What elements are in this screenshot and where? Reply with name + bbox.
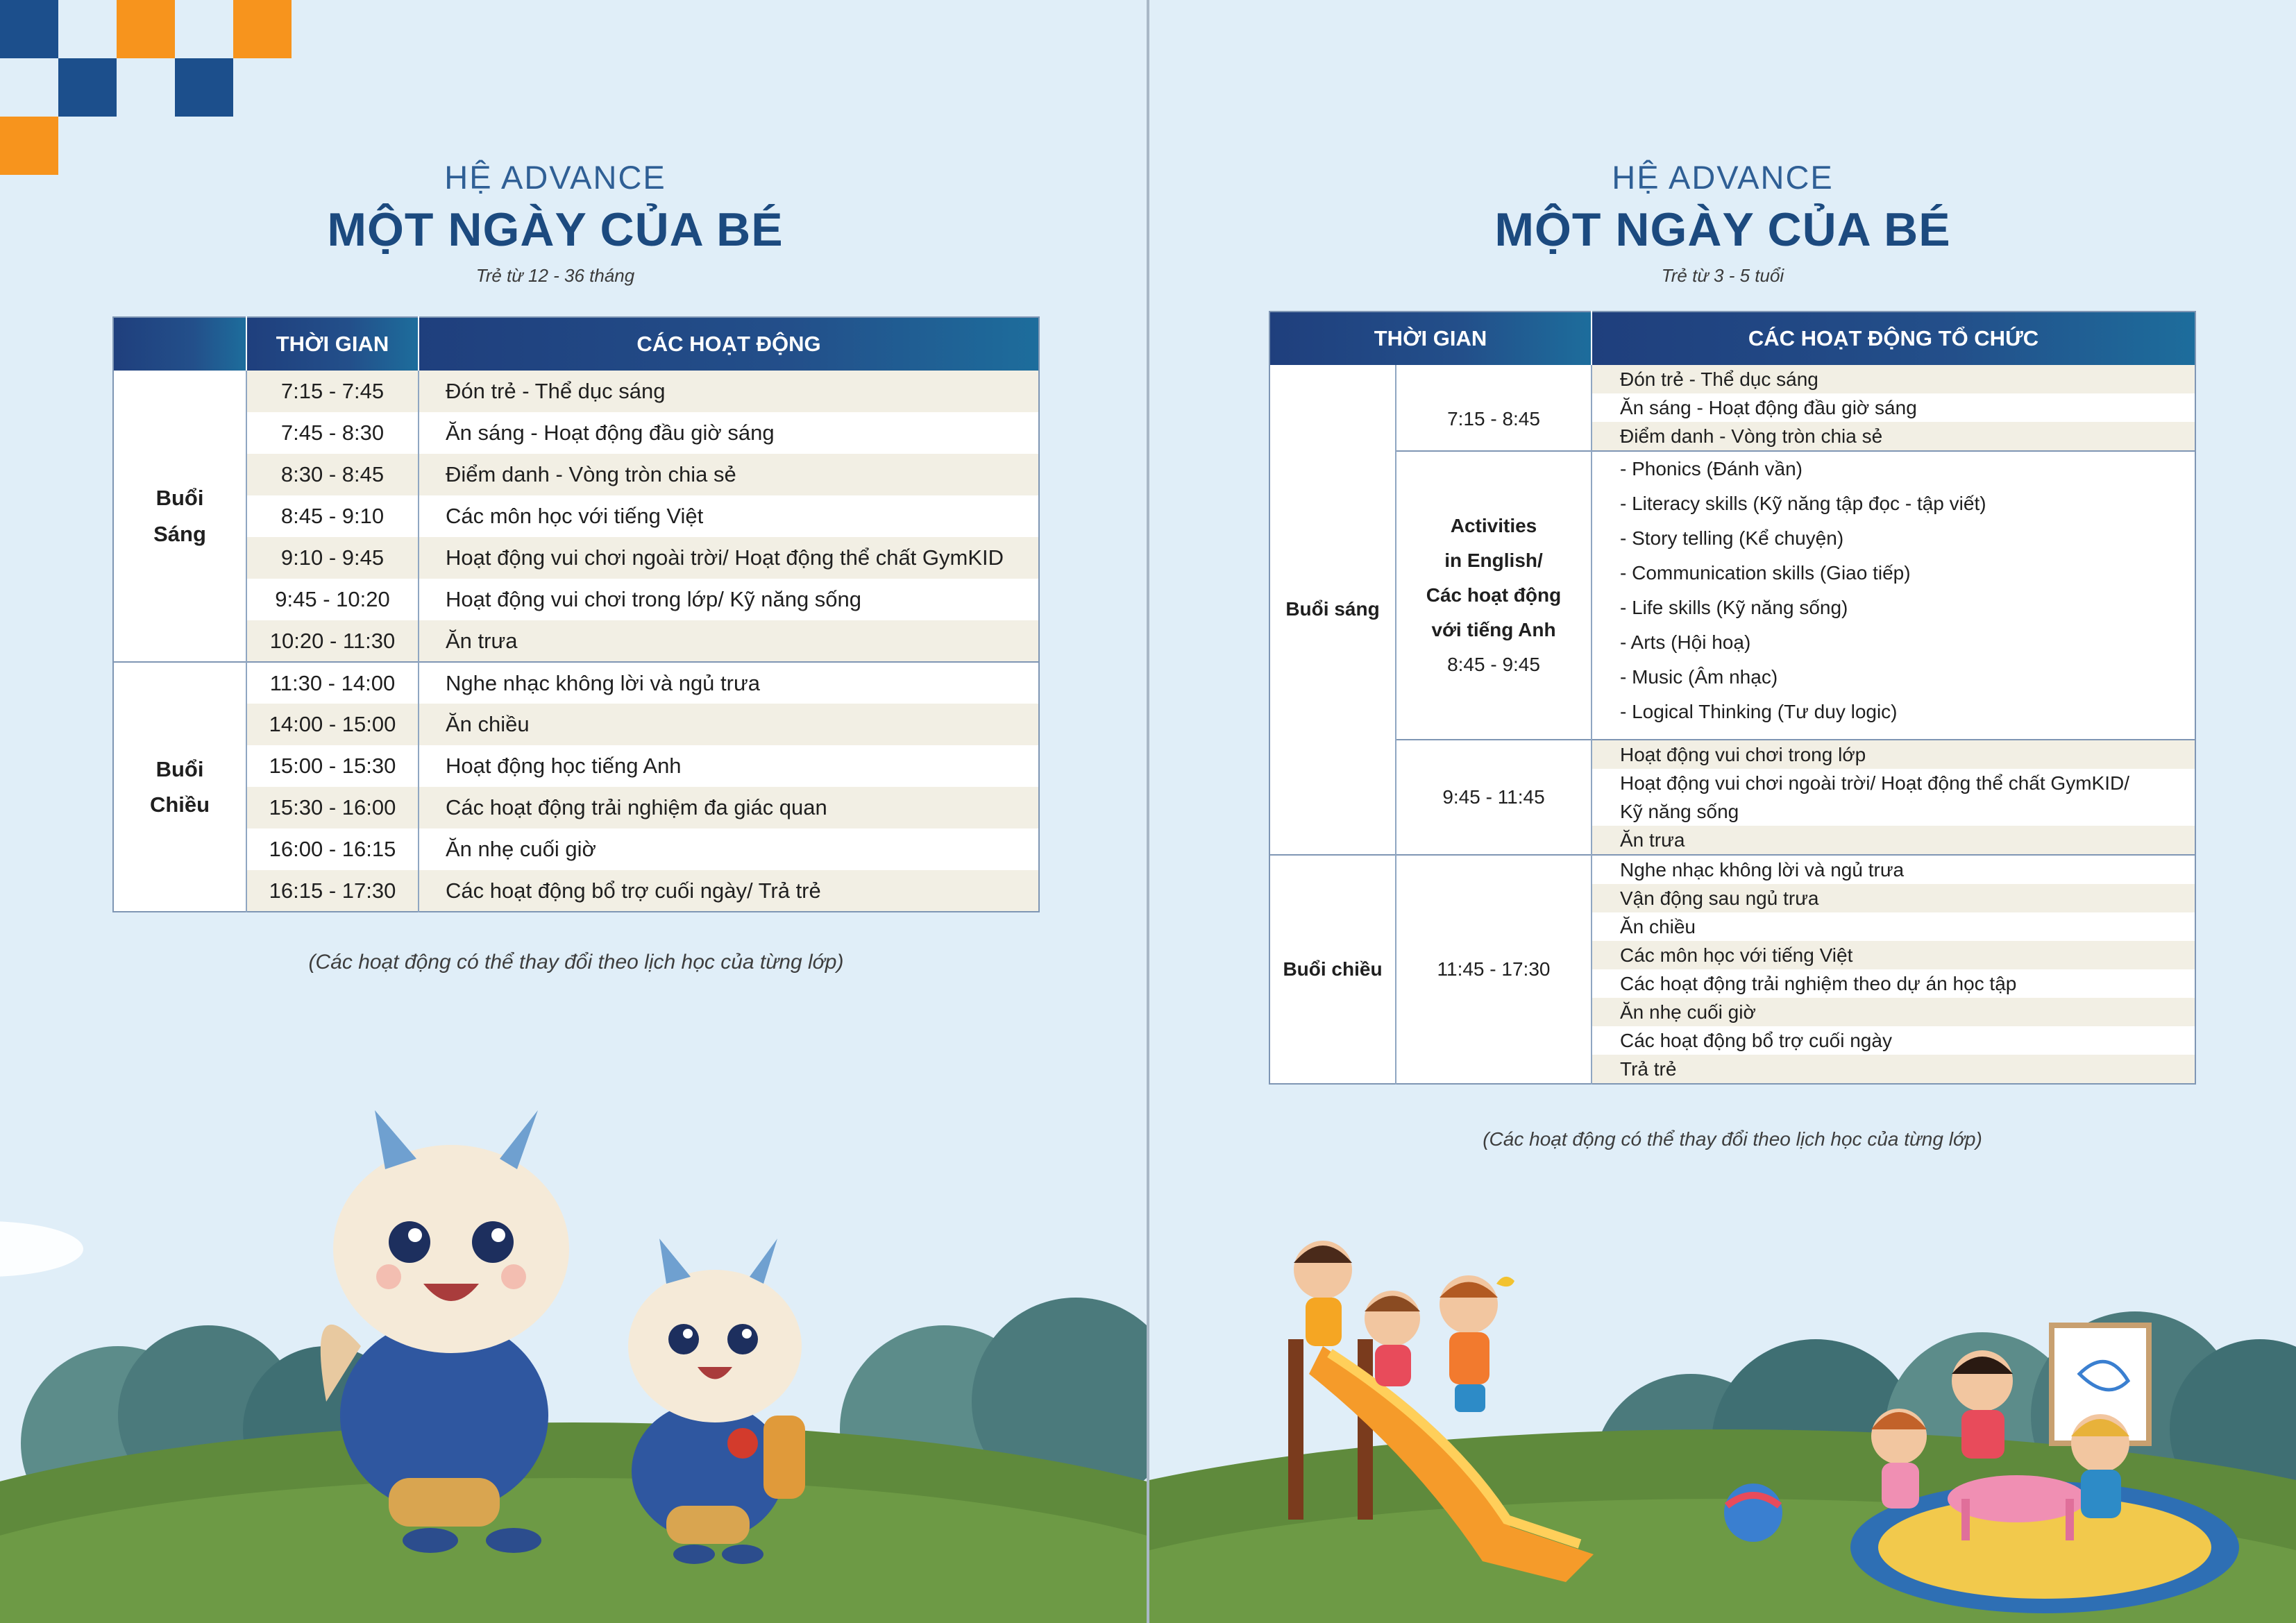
activity-cell: Điểm danh - Vòng tròn chia sẻ: [419, 454, 1039, 495]
corner-square-blue: [58, 58, 117, 117]
table-row: [113, 620, 1039, 662]
session-morning: [113, 371, 246, 662]
time-cell: 8:30 - 8:45: [246, 454, 419, 495]
time-cell: 8:45 - 9:10: [246, 495, 419, 537]
activity-item: Ăn chiều: [1620, 916, 1696, 937]
page-title: MỘT NGÀY CỦA BÉ: [1494, 203, 1951, 256]
activity-item: Các môn học với tiếng Việt: [1592, 941, 2195, 969]
header-time: THỜI GIAN: [1269, 312, 1592, 365]
activity-item: - Life skills (Kỹ năng sống): [1620, 597, 1848, 618]
table-row: [113, 704, 1039, 745]
time-cell: 9:45 - 10:20: [246, 579, 419, 620]
system-name: HỆ ADVANCE: [444, 159, 666, 196]
right-page: [1149, 0, 2296, 1623]
activity-cell: [1592, 855, 2195, 1084]
activity-item: - Phonics (Đánh vần): [1620, 458, 1803, 479]
activity-item: Hoạt động vui chơi trong lớp: [1592, 740, 2195, 769]
schedule-table: [112, 316, 1040, 912]
time-cell: 14:00 - 15:00: [246, 704, 419, 745]
table-row: [113, 371, 1039, 412]
time-cell: 10:20 - 11:30: [246, 620, 419, 662]
activity-cell: Hoạt động vui chơi trong lớp/ Kỹ năng sống: [446, 587, 862, 611]
activity-item: Điểm danh - Vòng tròn chia sẻ: [1592, 422, 2195, 450]
table-row: [113, 870, 1039, 912]
activity-item: - Story telling (Kể chuyện): [1620, 527, 1844, 549]
activity-item: Các hoạt động trải nghiệm theo dự án học tập: [1620, 973, 2017, 994]
time-cell: 15:30 - 16:00: [246, 787, 419, 829]
table-row: [113, 579, 1039, 620]
activity-cell: Nghe nhạc không lời và ngủ trưa: [419, 662, 1039, 704]
activity-item: Các hoạt động bổ trợ cuối ngày: [1620, 1030, 1892, 1051]
schedule-table: [1269, 311, 2196, 1085]
activity-cell: Ăn chiều: [419, 704, 1039, 745]
time-cell: 16:15 - 17:30: [246, 870, 419, 912]
footnote: (Các hoạt động có thể thay đổi theo lịch học của từng lớp): [1483, 1128, 1982, 1150]
activity-cell: Hoạt động vui chơi ngoài trời/ Hoạt động thể chất GymKID: [419, 537, 1039, 579]
time-cell: 9:10 - 9:45: [246, 537, 419, 579]
header-session: [113, 317, 246, 371]
table-row: [1269, 365, 2195, 451]
table-row: [1269, 855, 2195, 1084]
activity-item: - Literacy skills (Kỹ năng tập đọc - tập viết): [1620, 493, 1986, 514]
header-time: THỜI GIAN: [246, 317, 419, 371]
table-row: [113, 412, 1039, 454]
session-label: Buổi: [155, 486, 204, 511]
dragon-mascot-illustration: [0, 1055, 1147, 1623]
session-afternoon: Buổi chiều: [1269, 855, 1396, 1084]
activity-item: Ăn trưa: [1592, 826, 2195, 854]
session-label: Sáng: [153, 521, 206, 546]
session-afternoon: [113, 662, 246, 912]
time-cell: 15:00 - 15:30: [246, 745, 419, 787]
activity-cell: Các môn học với tiếng Việt: [446, 504, 704, 528]
left-page: [0, 0, 1147, 1623]
session-label: Buổi: [155, 756, 204, 781]
table-row: [113, 495, 1039, 537]
header-activity: CÁC HOẠT ĐỘNG TỔ CHỨC: [1592, 312, 2195, 365]
corner-square-blue: [0, 0, 58, 58]
time-cell: 7:45 - 8:30: [246, 412, 419, 454]
activity-cell: [1592, 365, 2195, 451]
time-range: 8:45 - 9:45: [1447, 654, 1540, 675]
activity-cell: [1592, 740, 2195, 855]
activity-item: - Logical Thinking (Tư duy logic): [1620, 701, 1898, 722]
corner-square-orange: [233, 0, 292, 58]
time-cell: 11:45 - 17:30: [1396, 855, 1592, 1084]
age-range: Trẻ từ 12 - 36 tháng: [475, 265, 635, 286]
activity-item: Đón trẻ - Thể dục sáng: [1592, 365, 2195, 393]
time-label: Activities: [1450, 515, 1537, 536]
time-label: Các hoạt động: [1426, 584, 1562, 606]
corner-square-orange: [117, 0, 175, 58]
activity-item: Ăn sáng - Hoạt động đầu giờ sáng: [1620, 397, 1917, 418]
time-cell: 9:45 - 11:45: [1396, 740, 1592, 855]
corner-square-blue: [175, 58, 233, 117]
age-range: Trẻ từ 3 - 5 tuổi: [1661, 265, 1784, 286]
activity-item: Vận động sau ngủ trưa: [1592, 884, 2195, 912]
activity-cell: Ăn trưa: [419, 620, 1039, 662]
time-cell: 7:15 - 7:45: [246, 371, 419, 412]
activity-item: Trả trẻ: [1592, 1055, 2195, 1083]
table-row: [1269, 740, 2195, 855]
activity-cell: Ăn nhẹ cuối giờ: [446, 837, 596, 861]
table-row: [1269, 451, 2195, 740]
activity-cell: Đón trẻ - Thể dục sáng: [419, 371, 1039, 412]
table-header: [1269, 312, 2195, 365]
activity-item: Nghe nhạc không lời và ngủ trưa: [1620, 859, 1905, 881]
table-header: [113, 317, 1039, 371]
system-name: HỆ ADVANCE: [1612, 159, 1834, 196]
table-row: [113, 454, 1039, 495]
kids-playing-illustration: [1149, 1207, 2296, 1623]
activity-item: - Arts (Hội hoạ): [1620, 631, 1751, 653]
activity-cell: Hoạt động học tiếng Anh: [446, 754, 682, 778]
time-cell: 11:30 - 14:00: [246, 662, 419, 704]
time-label: với tiếng Anh: [1431, 619, 1556, 640]
table-row: [113, 787, 1039, 829]
activity-cell: Các hoạt động bổ trợ cuối ngày/ Trả trẻ: [419, 870, 1039, 912]
activity-cell: Ăn sáng - Hoạt động đầu giờ sáng: [446, 420, 775, 445]
time-cell: [1396, 451, 1592, 740]
table-row: [113, 745, 1039, 787]
table-row: [113, 662, 1039, 704]
table-row: [113, 537, 1039, 579]
time-label: in English/: [1444, 550, 1543, 571]
header-activity: CÁC HOẠT ĐỘNG: [419, 317, 1039, 371]
session-morning: Buổi sáng: [1269, 365, 1396, 855]
session-label: Chiều: [149, 792, 210, 817]
time-cell: 7:15 - 8:45: [1396, 365, 1592, 451]
activity-cell: Các hoạt động trải nghiệm đa giác quan: [419, 787, 1039, 829]
activity-item: Kỹ năng sống: [1620, 801, 1739, 822]
activity-item: Ăn nhẹ cuối giờ: [1592, 998, 2195, 1026]
table-row: [113, 829, 1039, 870]
activity-item: Hoạt động vui chơi ngoài trời/ Hoạt động thể chất GymKID/: [1620, 772, 2129, 794]
activity-item: - Music (Âm nhạc): [1620, 666, 1778, 688]
time-cell: 16:00 - 16:15: [246, 829, 419, 870]
activity-item: - Communication skills (Giao tiếp): [1620, 562, 1911, 584]
footnote: (Các hoạt động có thể thay đổi theo lịch học của từng lớp): [308, 951, 844, 974]
page-title: MỘT NGÀY CỦA BÉ: [327, 203, 784, 256]
activity-cell: [1592, 451, 2195, 740]
